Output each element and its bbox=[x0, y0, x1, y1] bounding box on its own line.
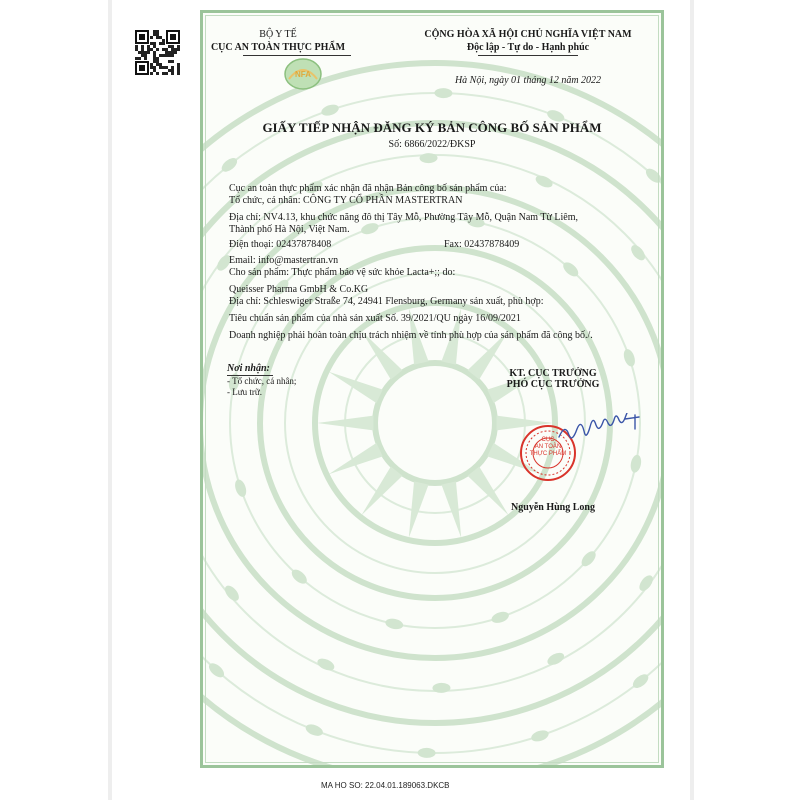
stamp-text-bottom: THỰC PHẨM bbox=[529, 451, 567, 457]
document-title: GIẤY TIẾP NHẬN ĐĂNG KÝ BẢN CÔNG BỐ SẢN PHẨM bbox=[262, 120, 602, 135]
address-line-2: Thành phố Hà Nội, Việt Nam. bbox=[229, 224, 350, 235]
nation-name: CỘNG HÒA XÃ HỘI CHỦ NGHĨA VIỆT NAM bbox=[424, 29, 632, 40]
product-line: Cho sản phẩm: Thực phẩm bảo vệ sức khỏe Lacta+;; do: bbox=[229, 267, 456, 278]
organization-line: Tổ chức, cá nhân: CÔNG TY CỔ PHẦN MASTERTRAN bbox=[229, 195, 463, 206]
intro-line: Cục an toàn thực phẩm xác nhận đã nhận Bản công bố sản phẩm của: bbox=[229, 183, 507, 194]
fax-line: Fax: 02437878409 bbox=[444, 239, 520, 250]
manufacturer-line: Queisser Pharma GmbH & Co.KG bbox=[229, 284, 369, 295]
standard-line: Tiêu chuẩn sản phẩm của nhà sản xuất Số. 39/2021/QU ngày 16/09/2021 bbox=[229, 313, 521, 324]
document-number: Số: 6866/2022/ĐKSP bbox=[388, 139, 476, 150]
recipients-heading: Nơi nhận: bbox=[227, 363, 270, 374]
agency-underline bbox=[243, 55, 351, 56]
handwritten-signature bbox=[555, 413, 650, 448]
signature-title-2: PHÓ CỤC TRƯỞNG bbox=[506, 379, 600, 390]
phone-line: Điện thoại: 02437878408 bbox=[229, 239, 332, 250]
address-line-1: Địa chỉ: NV4.13, khu chức năng đô thị Tây Mỗ, Phường Tây Mỗ, Quận Nam Từ Liêm, bbox=[229, 212, 579, 223]
email-line: Email: info@mastertran.vn bbox=[229, 255, 339, 266]
signature-title-1: KT. CỤC TRƯỞNG bbox=[509, 368, 597, 379]
page-edge-right bbox=[690, 0, 694, 800]
stamp-text-mid: AN TOÀN bbox=[534, 444, 562, 450]
agency-name: CỤC AN TOÀN THỰC PHẨM bbox=[210, 42, 346, 53]
nation-motto: Độc lập - Tự do - Hạnh phúc bbox=[466, 42, 590, 53]
certificate-document bbox=[200, 10, 664, 768]
manufacturer-address-line: Địa chỉ: Schleswiger Straße 74, 24941 Flensburg, Germany sản xuất, phù hợp: bbox=[229, 296, 544, 307]
dossier-code: MA HO SO: 22.04.01.189063.DKCB bbox=[321, 781, 450, 790]
signer-name: Nguyễn Hùng Long bbox=[511, 502, 595, 513]
responsibility-line: Doanh nghiệp phải hoàn toàn chịu trách nhiệm về tính phù hợp của sản phẩm đã công bố./. bbox=[229, 330, 593, 341]
stamp-text-top: CỤC bbox=[541, 437, 555, 443]
recipient-item: - Tổ chức, cá nhân; bbox=[227, 376, 297, 386]
recipient-item: - Lưu trữ. bbox=[227, 387, 262, 397]
motto-underline bbox=[478, 55, 578, 56]
qr-code bbox=[135, 30, 180, 75]
page-edge-left bbox=[108, 0, 112, 800]
ministry-name: BỘ Y TẾ bbox=[259, 29, 297, 40]
nfa-logo-text: NFA bbox=[295, 70, 311, 79]
issue-date: Hà Nội, ngày 01 tháng 12 năm 2022 bbox=[454, 75, 602, 86]
